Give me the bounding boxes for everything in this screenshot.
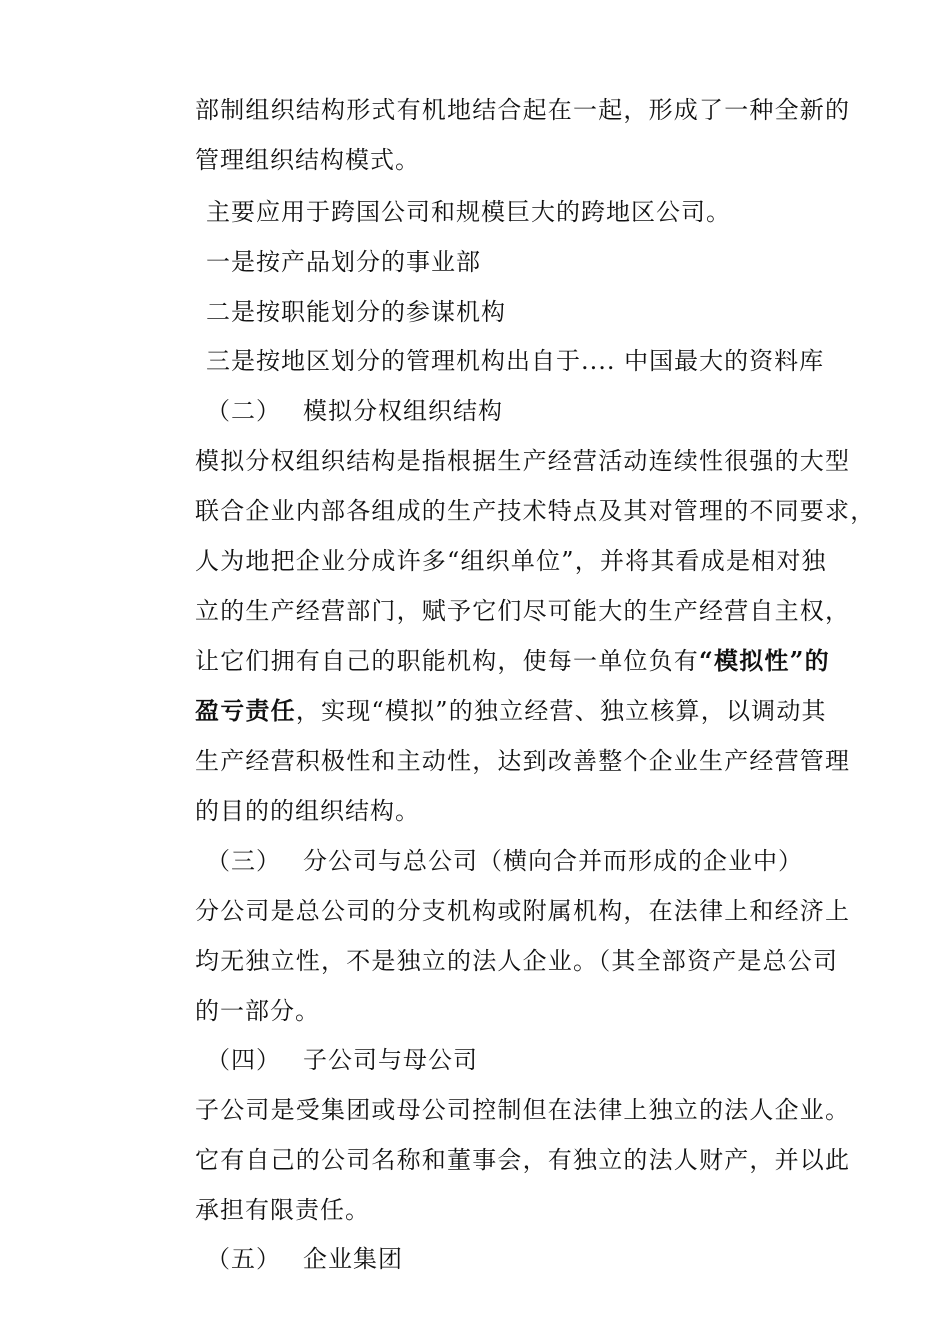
bold-text: 盈亏责任 — [195, 696, 296, 725]
section-title: 子公司与母公司 — [303, 1046, 478, 1074]
paragraph-line: 子公司是受集团或母公司控制但在法律上独立的法人企业。 — [195, 1096, 851, 1124]
list-item: 一是按产品划分的事业部 — [206, 248, 481, 276]
paragraph-line: 的一部分。 — [195, 997, 320, 1025]
list-item: 三是按地区划分的管理机构出自于.... 中国最大的资料库 — [206, 347, 825, 375]
paragraph-line: 分公司是总公司的分支机构或附属机构，在法律上和经济上 — [195, 897, 851, 925]
paragraph-line: 承担有限责任。 — [195, 1196, 370, 1224]
paragraph-line: 人为地把企业分成许多“组织单位”，并将其看成是相对独 — [195, 547, 827, 575]
text-span: ，实现“模拟”的独立经营、独立核算，以调动其 — [295, 697, 827, 725]
section-number: （四） — [206, 1046, 281, 1074]
paragraph-line: 管理组织结构模式。 — [195, 146, 420, 174]
paragraph-line: 它有自己的公司名称和董事会，有独立的法人财产，并以此 — [195, 1146, 851, 1174]
paragraph-line: 部制组织结构形式有机地结合起在一起，形成了一种全新的 — [195, 96, 851, 124]
bold-text: “模拟性”的 — [699, 646, 830, 675]
section-title: 企业集团 — [303, 1245, 403, 1273]
section-number: （二） — [206, 397, 281, 425]
paragraph-line — [195, 695, 827, 727]
section-heading — [206, 395, 503, 427]
section-title: 分公司与总公司（横向合并而形成的企业中） — [303, 847, 803, 875]
section-heading — [206, 1044, 478, 1076]
section-number: （五） — [206, 1245, 281, 1273]
section-heading — [206, 1243, 403, 1275]
paragraph-line: 联合企业内部各组成的生产技术特点及其对管理的不同要求， — [195, 497, 876, 525]
section-number: （三） — [206, 847, 281, 875]
paragraph-line — [195, 645, 830, 677]
paragraph-line: 均无独立性，不是独立的法人企业。（其全部资产是总公司 — [195, 947, 839, 975]
text-span: 让它们拥有自己的职能机构，使每一单位负有 — [195, 647, 699, 675]
paragraph-line: 模拟分权组织结构是指根据生产经营活动连续性很强的大型 — [195, 447, 851, 475]
list-item: 二是按职能划分的参谋机构 — [206, 298, 506, 326]
paragraph-line: 立的生产经营部门，赋予它们尽可能大的生产经营自主权， — [195, 597, 851, 625]
section-heading — [206, 845, 803, 877]
section-title: 模拟分权组织结构 — [303, 397, 503, 425]
paragraph-line: 主要应用于跨国公司和规模巨大的跨地区公司。 — [206, 198, 731, 226]
paragraph-line: 生产经营积极性和主动性，达到改善整个企业生产经营管理 — [195, 747, 851, 775]
paragraph-line: 的目的的组织结构。 — [195, 797, 420, 825]
